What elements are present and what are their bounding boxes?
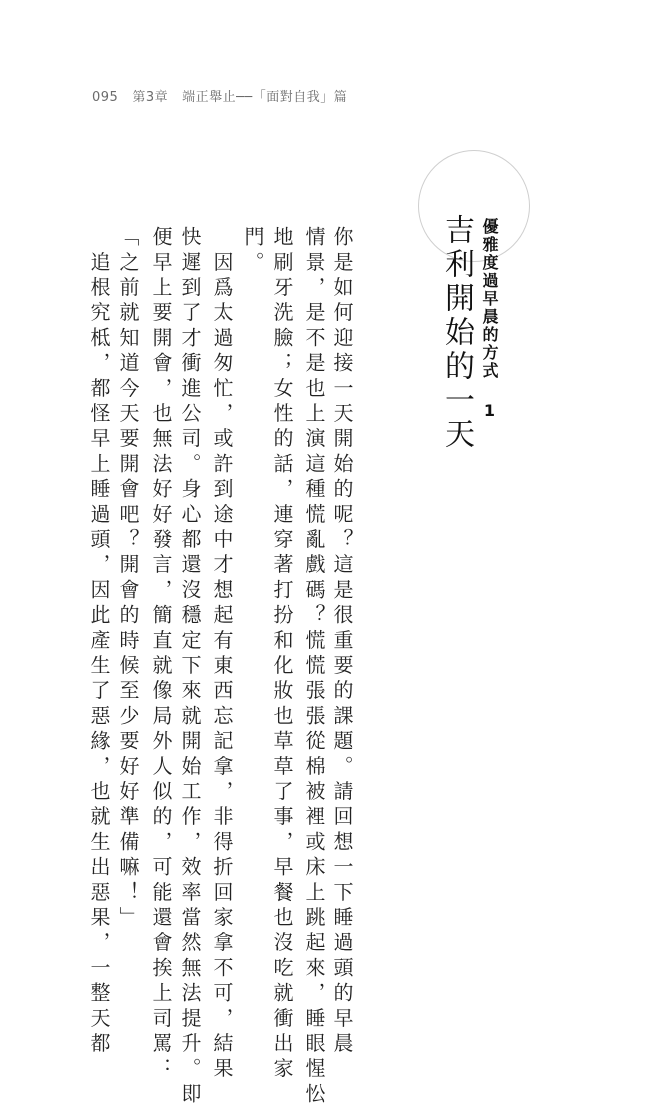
- body-column: 便早上要開會，也無法好好發言，簡直就像局外人似的，可能還會挨上司罵：: [149, 226, 173, 1083]
- body-column: 情景，是不是也上演這種慌亂戲碼？慌慌張張從棉被裡或床上跳起來，睡眼惺忪: [302, 226, 326, 1108]
- running-header: [92, 86, 347, 105]
- body-column: 「之前就知道今天要開會吧？開會的時候至少要好好準備嘛！」: [116, 226, 140, 932]
- section-subtitle: 優雅度過早晨的方式 1: [480, 218, 499, 422]
- body-column: 門。: [241, 226, 265, 277]
- title-decoration-circle: [418, 150, 530, 262]
- section-title: 吉利開始的一天: [439, 214, 474, 452]
- body-column: 地刷牙洗臉；女性的話，連穿著打扮和化妝也草草了事，早餐也沒吃就衝出家: [270, 226, 294, 1083]
- body-column: 你是如何迎接一天開始的呢？這是很重要的課題。請回想一下睡過頭的早晨: [330, 226, 354, 1058]
- body-column: 追根究柢，都怪早上睡過頭，因此產生了惡緣，也就生出惡果，一整天都: [87, 226, 111, 1058]
- body-column: 快遲到了才衝進公司。身心都還沒穩定下來就開始工作，效率當然無法提升。即: [178, 226, 202, 1108]
- body-column: 因爲太過匆忙，或許到途中才想起有東西忘記拿，非得折回家拿不可，結果: [210, 226, 234, 1083]
- chapter-title: 端正舉止──「面對自我」篇: [182, 90, 348, 105]
- page-number: 095: [92, 90, 119, 105]
- chapter-label: 第3章: [132, 90, 169, 105]
